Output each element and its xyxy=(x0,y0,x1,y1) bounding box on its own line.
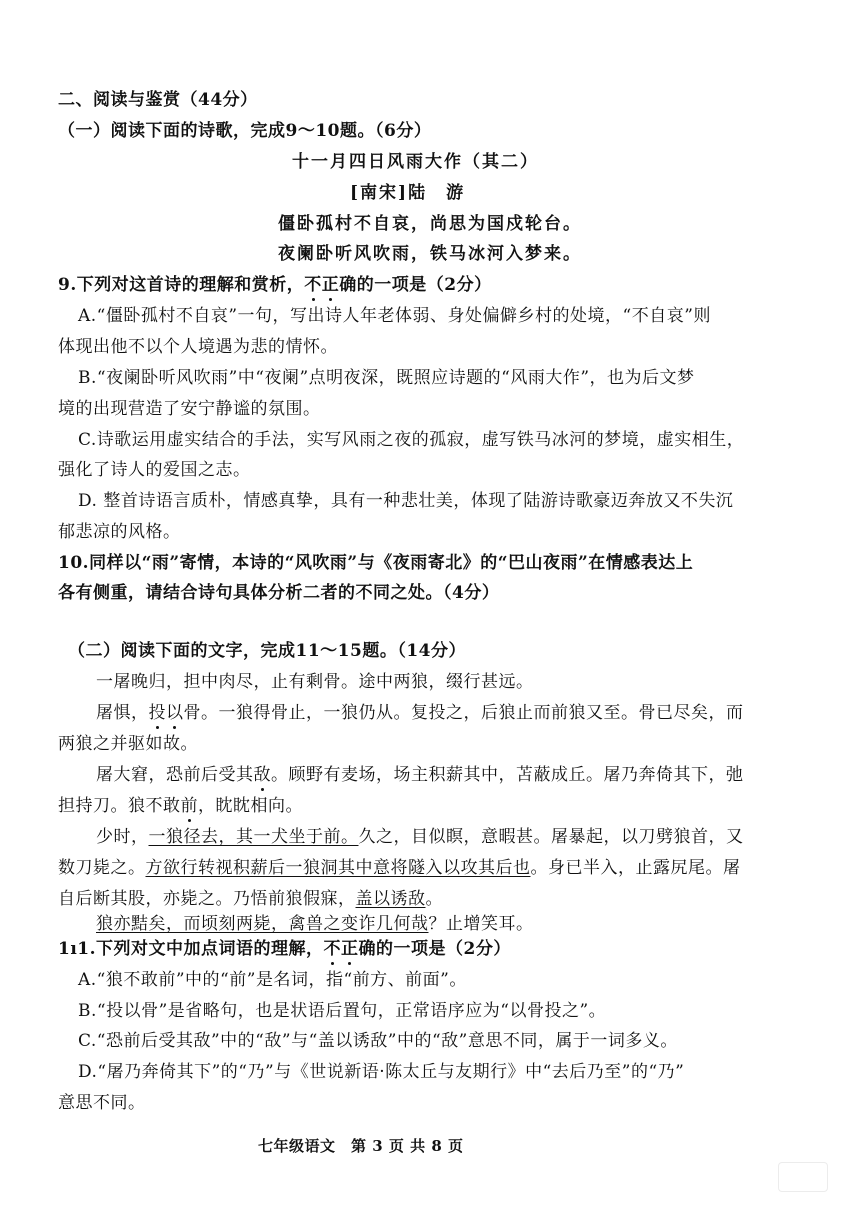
passage-para-4-line1: 少时，一狼径去，其一犬坐于前。久之，目似瞑，意暇甚。屠暴起，以刀劈狼首，又 xyxy=(96,827,744,847)
passage-para-3-line1: 屠大窘，恐前后受其敌。顾野有麦场，场主积薪其中，苫蔽成丘。屠乃奔倚其下，弛 xyxy=(96,765,744,785)
q11-option-b: B.“投以骨”是省略句，也是状语后置句，正常语序应为“以骨投之”。 xyxy=(78,1001,607,1021)
emphasis-dot-char: 敌 xyxy=(253,765,271,785)
passage-para-3-line2: 担持刀。狼不敢前，眈眈相向。 xyxy=(58,796,303,816)
q11-option-c: C.“恐前后受其敌”中的“敌”与“盖以诱敌”中的“敌”意思不同，属于一词多义。 xyxy=(78,1031,678,1051)
q11-option-d-line1: D.“屠乃奔倚其下”的“乃”与《世说新语·陈太丘与友期行》中“去后乃至”的“乃” xyxy=(78,1062,685,1082)
poem-line-1: 僵卧孤村不自哀，尚思为国戍轮台。 xyxy=(278,214,582,234)
question-9-stem: 9.下列对这首诗的理解和赏析，不正确的一项是（2分） xyxy=(58,275,492,295)
q9-option-a-line2: 体现出他不以个人境遇为悲的情怀。 xyxy=(58,337,338,357)
emphasis-dot-char: 前 xyxy=(180,796,198,816)
part1-instruction: （一）阅读下面的诗歌，完成9～10题。（6分） xyxy=(58,121,432,141)
emphasis-dot-char: 不 xyxy=(304,275,322,295)
underlined-sentence: 方欲行转视积薪后一狼洞其中意将隧入以攻其后也 xyxy=(145,858,531,878)
emphasis-dot-char: 投 xyxy=(148,703,166,723)
passage-para-4-line3: 自后断其股，亦毙之。乃悟前狼假寐，盖以诱敌。 xyxy=(58,889,443,909)
q9-option-c-line1: C.诗歌运用虚实结合的手法，实写风雨之夜的孤寂，虚写铁马冰河的梦境，虚实相生， xyxy=(78,430,745,450)
q11-option-d-line2: 意思不同。 xyxy=(58,1093,146,1113)
q11-option-a: A.“狼不敢前”中的“前”是名词，指“前方、前面”。 xyxy=(78,970,467,990)
passage-para-4-line2: 数刀毙之。方欲行转视积薪后一狼洞其中意将隧入以攻其后也。身已半入，止露尻尾。屠 xyxy=(58,858,741,878)
q9-option-b-line2: 境的出现营造了安宁静谧的氛围。 xyxy=(58,399,321,419)
section-title: 二、阅读与鉴赏（44分） xyxy=(58,90,258,110)
underlined-phrase: 盖以诱敌 xyxy=(355,889,426,909)
passage-para-1: 一屠晚归，担中肉尽，止有剩骨。途中两狼，缀行甚远。 xyxy=(96,672,534,692)
q9-option-d-line1: D. 整首诗语言质朴，情感真挚，具有一种悲壮美，体现了陆游诗歌豪迈奔放又不失沉 xyxy=(78,491,734,511)
question-10-line2: 各有侧重，请结合诗句具体分析二者的不同之处。（4分） xyxy=(58,583,500,603)
question-10-line1: 10.同样以“雨”寄情，本诗的“风吹雨”与《夜雨寄北》的“巴山夜雨”在情感表达上 xyxy=(58,553,694,573)
passage-para-2-line2: 两狼之并驱如故。 xyxy=(58,734,198,754)
q9-option-d-line2: 郁悲凉的风格。 xyxy=(58,522,181,542)
emphasis-dot-char: 正 xyxy=(321,275,340,295)
page-footer: 七年级语文 第 3 页 共 8 页 xyxy=(258,1137,464,1155)
q9-option-b-line1: B.“夜阑卧听风吹雨”中“夜阑”点明夜深，既照应诗题的“风雨大作”，也为后文梦 xyxy=(78,368,695,388)
poem-line-2: 夜阑卧听风吹雨，铁马冰河入梦来。 xyxy=(278,244,582,264)
emphasis-dot-char: 正 xyxy=(341,939,359,959)
q9-option-a-line1: A.“僵卧孤村不自哀”一句，写出诗人年老体弱、身处偏僻乡村的处境，“不自哀”则 xyxy=(78,306,711,326)
watermark-logo xyxy=(778,1162,828,1192)
poem-author: [南宋]陆 游 xyxy=(350,183,466,203)
poem-title: 十一月四日风雨大作（其二） xyxy=(292,152,539,172)
underlined-sentence: 狼亦黠矣，而顷刻两毙，禽兽之变诈几何哉 xyxy=(96,914,429,934)
part2-instruction: （二）阅读下面的文字，完成11～15题。（14分） xyxy=(68,641,466,661)
emphasis-dot-char: 不 xyxy=(323,939,342,959)
underlined-sentence: 一狼径去，其一犬坐于前。 xyxy=(148,827,359,847)
q9-option-c-line2: 强化了诗人的爱国之志。 xyxy=(58,460,251,480)
passage-para-2-line1: 屠惧，投以骨。一狼得骨止，一狼仍从。复投之，后狼止而前狼又至。骨已尽矣，而 xyxy=(96,703,744,723)
emphasis-dot-char: 以 xyxy=(166,703,184,723)
question-11-stem: 1ı1.下列对文中加点词语的理解，不正确的一项是（2分） xyxy=(58,939,511,959)
passage-para-5: 狼亦黠矣，而顷刻两毙，禽兽之变诈几何哉？止增笑耳。 xyxy=(96,914,534,934)
